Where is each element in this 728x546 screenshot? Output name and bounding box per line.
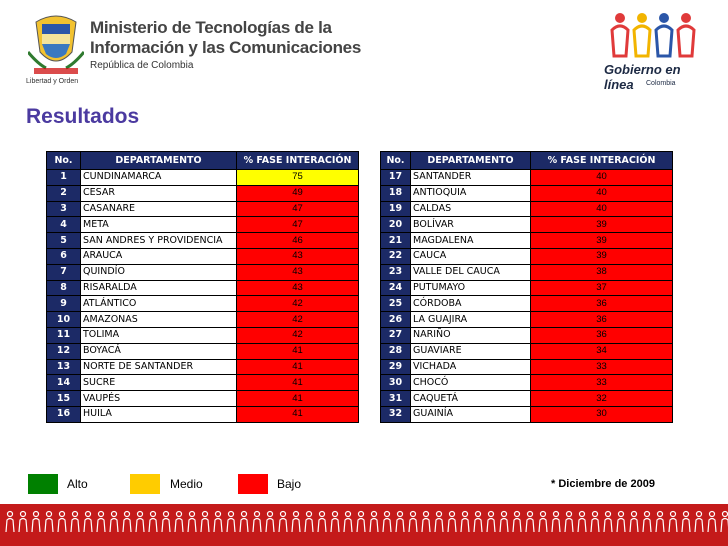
row-number: 19 — [381, 201, 411, 217]
departamento-name: NARIÑO — [411, 327, 531, 343]
results-table-right — [380, 151, 673, 423]
interaction-value: 43 — [237, 280, 359, 296]
table-row — [47, 264, 359, 280]
table-row — [381, 296, 673, 312]
departamento-name: ARAUCA — [81, 248, 237, 264]
departamento-name: LA GUAJIRA — [411, 312, 531, 328]
table-row — [47, 233, 359, 249]
legend-label-alto: Alto — [67, 477, 88, 491]
legend-label-bajo: Bajo — [277, 477, 302, 491]
departamento-name: CESAR — [81, 185, 237, 201]
table-row — [381, 248, 673, 264]
interaction-value: 32 — [531, 391, 673, 407]
departamento-name: NORTE DE SANTANDER — [81, 359, 237, 375]
col-header-no: No. — [381, 152, 411, 170]
row-number: 9 — [47, 296, 81, 312]
table-row — [381, 391, 673, 407]
departamento-name: CALDAS — [411, 201, 531, 217]
row-number: 12 — [47, 343, 81, 359]
table-row — [47, 312, 359, 328]
row-number: 10 — [47, 312, 81, 328]
results-table-left — [46, 151, 359, 423]
table-row — [381, 359, 673, 375]
table-row — [381, 201, 673, 217]
departamento-name: CUNDINAMARCA — [81, 170, 237, 186]
interaction-value: 49 — [237, 185, 359, 201]
row-number: 18 — [381, 185, 411, 201]
row-number: 1 — [47, 170, 81, 186]
gobierno-en-linea-logo — [600, 10, 710, 100]
table-row — [47, 170, 359, 186]
row-number: 8 — [47, 280, 81, 296]
interaction-value: 36 — [531, 312, 673, 328]
departamento-name: CAUCA — [411, 248, 531, 264]
col-header-porcentaje: % FASE INTERACIÓN — [237, 152, 359, 170]
legend-swatch-alto — [28, 474, 58, 494]
departamento-name: AMAZONAS — [81, 312, 237, 328]
interaction-value: 37 — [531, 280, 673, 296]
table-row — [47, 343, 359, 359]
interaction-value: 34 — [531, 343, 673, 359]
row-number: 23 — [381, 264, 411, 280]
interaction-value: 36 — [531, 296, 673, 312]
interaction-value: 41 — [237, 359, 359, 375]
table-header-row — [47, 152, 359, 170]
interaction-value: 36 — [531, 327, 673, 343]
interaction-value: 30 — [531, 406, 673, 422]
people-logo-icon — [600, 10, 710, 62]
departamento-name: VICHADA — [411, 359, 531, 375]
table-row — [47, 406, 359, 422]
interaction-value: 39 — [531, 233, 673, 249]
interaction-value: 33 — [531, 359, 673, 375]
departamento-name: CÓRDOBA — [411, 296, 531, 312]
row-number: 32 — [381, 406, 411, 422]
legend-swatch-medio — [130, 474, 160, 494]
row-number: 13 — [47, 359, 81, 375]
ministry-name — [90, 18, 361, 71]
row-number: 15 — [47, 391, 81, 407]
departamento-name: SUCRE — [81, 375, 237, 391]
interaction-value: 43 — [237, 248, 359, 264]
departamento-name: GUAINÍA — [411, 406, 531, 422]
departamento-name: META — [81, 217, 237, 233]
row-number: 20 — [381, 217, 411, 233]
departamento-name: PUTUMAYO — [411, 280, 531, 296]
departamento-name: BOYACÁ — [81, 343, 237, 359]
col-header-no: No. — [47, 152, 81, 170]
departamento-name: ATLÁNTICO — [81, 296, 237, 312]
row-number: 2 — [47, 185, 81, 201]
row-number: 27 — [381, 327, 411, 343]
page-title: Resultados — [26, 105, 140, 128]
departamento-name: SAN ANDRES Y PROVIDENCIA — [81, 233, 237, 249]
row-number: 14 — [47, 375, 81, 391]
row-number: 31 — [381, 391, 411, 407]
table-row — [47, 248, 359, 264]
row-number: 24 — [381, 280, 411, 296]
table-row — [381, 327, 673, 343]
table-row — [47, 185, 359, 201]
interaction-value: 41 — [237, 375, 359, 391]
interaction-value: 42 — [237, 327, 359, 343]
row-number: 5 — [47, 233, 81, 249]
date-note: * Diciembre de 2009 — [551, 478, 655, 490]
interaction-value: 39 — [531, 248, 673, 264]
row-number: 6 — [47, 248, 81, 264]
departamento-name: CAQUETÁ — [411, 391, 531, 407]
departamento-name: HUILA — [81, 406, 237, 422]
departamento-name: TOLIMA — [81, 327, 237, 343]
departamento-name: SANTANDER — [411, 170, 531, 186]
interaction-value: 42 — [237, 296, 359, 312]
departamento-name: VAUPÉS — [81, 391, 237, 407]
row-number: 21 — [381, 233, 411, 249]
departamento-name: GUAVIARE — [411, 343, 531, 359]
row-number: 29 — [381, 359, 411, 375]
interaction-value: 39 — [531, 217, 673, 233]
row-number: 7 — [47, 264, 81, 280]
interaction-value: 47 — [237, 201, 359, 217]
interaction-value: 41 — [237, 406, 359, 422]
table-row — [381, 217, 673, 233]
table-row — [47, 296, 359, 312]
interaction-value: 41 — [237, 343, 359, 359]
row-number: 11 — [47, 327, 81, 343]
legend-swatch-bajo — [238, 474, 268, 494]
table-row — [381, 233, 673, 249]
row-number: 17 — [381, 170, 411, 186]
interaction-value: 46 — [237, 233, 359, 249]
departamento-name: MAGDALENA — [411, 233, 531, 249]
interaction-value: 40 — [531, 185, 673, 201]
departamento-name: RISARALDA — [81, 280, 237, 296]
interaction-value: 40 — [531, 170, 673, 186]
row-number: 28 — [381, 343, 411, 359]
row-number: 16 — [47, 406, 81, 422]
ministry-line-2: Información y las Comunicaciones — [90, 38, 361, 57]
coat-of-arms-icon — [28, 12, 84, 84]
interaction-value: 43 — [237, 264, 359, 280]
row-number: 26 — [381, 312, 411, 328]
departamento-name: VALLE DEL CAUCA — [411, 264, 531, 280]
departamento-name: ANTIOQUIA — [411, 185, 531, 201]
interaction-value: 33 — [531, 375, 673, 391]
table-row — [381, 375, 673, 391]
table-row — [381, 312, 673, 328]
departamento-name: CASANARE — [81, 201, 237, 217]
col-header-departamento: DEPARTAMENTO — [81, 152, 237, 170]
header — [0, 0, 728, 100]
table-row — [47, 375, 359, 391]
table-row — [381, 280, 673, 296]
interaction-value: 41 — [237, 391, 359, 407]
row-number: 4 — [47, 217, 81, 233]
interaction-value: 75 — [237, 170, 359, 186]
ministry-line-3: República de Colombia — [90, 60, 194, 71]
table-row — [47, 280, 359, 296]
table-row — [381, 343, 673, 359]
table-row — [381, 185, 673, 201]
gel-label: Gobierno en línea — [604, 62, 681, 92]
table-header-row — [381, 152, 673, 170]
row-number: 22 — [381, 248, 411, 264]
table-row — [47, 201, 359, 217]
crest-motto: Libertad y Orden — [26, 78, 79, 85]
table-row — [381, 264, 673, 280]
interaction-value: 47 — [237, 217, 359, 233]
col-header-porcentaje: % FASE INTERACIÓN — [531, 152, 673, 170]
table-row — [47, 327, 359, 343]
legend-label-medio: Medio — [170, 477, 203, 491]
gel-sub: Colombia — [646, 80, 676, 87]
table-row — [381, 406, 673, 422]
departamento-name: BOLÍVAR — [411, 217, 531, 233]
table-row — [47, 391, 359, 407]
departamento-name: CHOCÓ — [411, 375, 531, 391]
interaction-value: 42 — [237, 312, 359, 328]
col-header-departamento: DEPARTAMENTO — [411, 152, 531, 170]
ministry-line-1: Ministerio de Tecnologías de la — [90, 18, 332, 37]
table-row — [381, 170, 673, 186]
departamento-name: QUINDÍO — [81, 264, 237, 280]
decorative-people-band — [0, 504, 728, 546]
table-row — [47, 217, 359, 233]
interaction-value: 38 — [531, 264, 673, 280]
interaction-value: 40 — [531, 201, 673, 217]
table-row — [47, 359, 359, 375]
row-number: 25 — [381, 296, 411, 312]
row-number: 30 — [381, 375, 411, 391]
row-number: 3 — [47, 201, 81, 217]
